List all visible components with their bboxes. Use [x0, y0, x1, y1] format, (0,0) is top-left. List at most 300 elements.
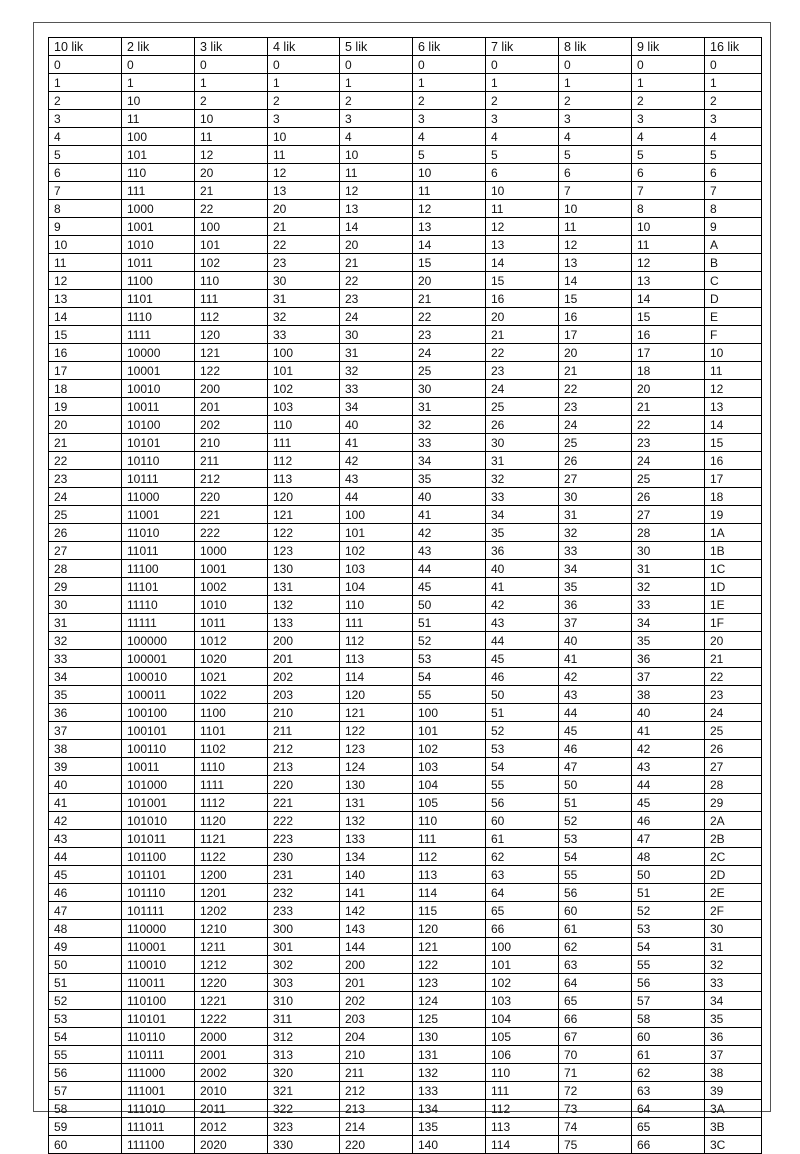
table-cell: 4: [705, 128, 762, 146]
table-cell: 131: [413, 1046, 486, 1064]
table-cell: 202: [195, 416, 268, 434]
table-cell: 13: [559, 254, 632, 272]
table-cell: 7: [49, 182, 122, 200]
table-cell: 63: [632, 1082, 705, 1100]
table-cell: 23: [705, 686, 762, 704]
table-cell: 22: [559, 380, 632, 398]
table-row: [49, 542, 762, 560]
table-cell: 121: [340, 704, 413, 722]
table-cell: 37: [559, 614, 632, 632]
table-cell: 40: [340, 416, 413, 434]
table-cell: 101: [340, 524, 413, 542]
table-cell: 1: [340, 74, 413, 92]
table-cell: 110011: [122, 974, 195, 992]
table-cell: 1122: [195, 848, 268, 866]
table-cell: 10: [49, 236, 122, 254]
table-cell: 103: [413, 758, 486, 776]
table-cell: 6: [559, 164, 632, 182]
table-cell: 103: [340, 560, 413, 578]
table-row: [49, 488, 762, 506]
table-row: [49, 596, 762, 614]
table-cell: 115: [413, 902, 486, 920]
table-cell: 58: [49, 1100, 122, 1118]
table-cell: 202: [340, 992, 413, 1010]
table-cell: 100100: [122, 704, 195, 722]
table-cell: 47: [49, 902, 122, 920]
table-cell: 130: [340, 776, 413, 794]
table-cell: 105: [413, 794, 486, 812]
table-cell: 1D: [705, 578, 762, 596]
table-cell: 100011: [122, 686, 195, 704]
table-cell: 43: [486, 614, 559, 632]
table-cell: 23: [268, 254, 340, 272]
table-cell: 111: [486, 1082, 559, 1100]
table-cell: 23: [413, 326, 486, 344]
table-cell: 16: [49, 344, 122, 362]
table-cell: 49: [49, 938, 122, 956]
table-cell: 12: [413, 200, 486, 218]
table-cell: 121: [195, 344, 268, 362]
table-cell: 64: [486, 884, 559, 902]
table-cell: 40: [49, 776, 122, 794]
table-cell: 2B: [705, 830, 762, 848]
table-cell: 2020: [195, 1136, 268, 1154]
table-cell: 1202: [195, 902, 268, 920]
table-cell: 14: [486, 254, 559, 272]
table-cell: 112: [268, 452, 340, 470]
column-header: 9 lik: [632, 38, 705, 56]
table-cell: 18: [632, 362, 705, 380]
table-cell: 12: [195, 146, 268, 164]
table-cell: 31: [413, 398, 486, 416]
table-cell: 36: [559, 596, 632, 614]
table-row: [49, 254, 762, 272]
table-cell: 63: [486, 866, 559, 884]
table-cell: 1000: [195, 542, 268, 560]
table-cell: 113: [486, 1118, 559, 1136]
table-cell: 141: [340, 884, 413, 902]
table-cell: 75: [559, 1136, 632, 1154]
table-cell: 330: [268, 1136, 340, 1154]
table-cell: 112: [340, 632, 413, 650]
table-cell: 59: [49, 1118, 122, 1136]
table-cell: 22: [705, 668, 762, 686]
table-row: [49, 434, 762, 452]
table-cell: 62: [559, 938, 632, 956]
column-header: 8 lik: [559, 38, 632, 56]
table-cell: 3B: [705, 1118, 762, 1136]
table-cell: 17: [49, 362, 122, 380]
table-cell: 47: [559, 758, 632, 776]
table-cell: 213: [268, 758, 340, 776]
table-cell: 61: [632, 1046, 705, 1064]
table-cell: 43: [49, 830, 122, 848]
table-cell: 67: [559, 1028, 632, 1046]
table-row: [49, 614, 762, 632]
table-cell: 34: [49, 668, 122, 686]
table-cell: 111011: [122, 1118, 195, 1136]
table-cell: 212: [340, 1082, 413, 1100]
table-cell: 110001: [122, 938, 195, 956]
table-cell: 42: [486, 596, 559, 614]
table-cell: 1211: [195, 938, 268, 956]
table-cell: 1012: [195, 632, 268, 650]
table-cell: 32: [632, 578, 705, 596]
table-cell: 4: [486, 128, 559, 146]
table-cell: 101: [268, 362, 340, 380]
table-cell: 30: [632, 542, 705, 560]
table-cell: 3: [486, 110, 559, 128]
table-cell: 11: [268, 146, 340, 164]
table-cell: 0: [413, 56, 486, 74]
table-cell: 41: [559, 650, 632, 668]
table-cell: 23: [559, 398, 632, 416]
table-cell: 1000: [122, 200, 195, 218]
table-cell: 44: [340, 488, 413, 506]
table-cell: 223: [268, 830, 340, 848]
table-cell: 57: [49, 1082, 122, 1100]
table-cell: 24: [486, 380, 559, 398]
table-cell: 114: [340, 668, 413, 686]
table-cell: 231: [268, 866, 340, 884]
table-cell: 23: [486, 362, 559, 380]
table-cell: 26: [486, 416, 559, 434]
table-cell: 44: [559, 704, 632, 722]
table-cell: 0: [705, 56, 762, 74]
table-cell: 122: [268, 524, 340, 542]
table-cell: 220: [195, 488, 268, 506]
table-cell: 22: [195, 200, 268, 218]
table-cell: 35: [413, 470, 486, 488]
table-cell: 11000: [122, 488, 195, 506]
table-cell: 26: [49, 524, 122, 542]
table-cell: 12: [340, 182, 413, 200]
table-cell: 56: [559, 884, 632, 902]
table-cell: 110110: [122, 1028, 195, 1046]
table-cell: 124: [413, 992, 486, 1010]
table-cell: 110: [413, 812, 486, 830]
table-cell: 100: [195, 218, 268, 236]
table-cell: 13: [340, 200, 413, 218]
table-cell: 20: [49, 416, 122, 434]
table-cell: 1: [268, 74, 340, 92]
table-cell: 1200: [195, 866, 268, 884]
table-cell: 12: [486, 218, 559, 236]
table-cell: 101: [195, 236, 268, 254]
table-cell: 202: [268, 668, 340, 686]
table-cell: 52: [413, 632, 486, 650]
table-cell: 64: [559, 974, 632, 992]
table-cell: 45: [559, 722, 632, 740]
table-cell: 3: [632, 110, 705, 128]
table-cell: 10011: [122, 758, 195, 776]
table-cell: 2: [413, 92, 486, 110]
table-cell: 30: [268, 272, 340, 290]
table-cell: 2012: [195, 1118, 268, 1136]
table-cell: 35: [49, 686, 122, 704]
table-cell: 58: [632, 1010, 705, 1028]
table-cell: 106: [486, 1046, 559, 1064]
table-cell: 1: [705, 74, 762, 92]
table-row: [49, 524, 762, 542]
table-cell: 10: [486, 182, 559, 200]
table-cell: 2: [632, 92, 705, 110]
table-cell: 56: [632, 974, 705, 992]
table-cell: 1110: [195, 758, 268, 776]
table-cell: 51: [486, 704, 559, 722]
table-cell: 56: [486, 794, 559, 812]
table-cell: 24: [705, 704, 762, 722]
table-cell: 29: [49, 578, 122, 596]
table-cell: 110101: [122, 1010, 195, 1028]
table-cell: 32: [340, 362, 413, 380]
table-cell: 41: [340, 434, 413, 452]
table-cell: 5: [705, 146, 762, 164]
table-cell: 32: [486, 470, 559, 488]
table-cell: 46: [49, 884, 122, 902]
table-cell: 15: [486, 272, 559, 290]
table-cell: 112: [486, 1100, 559, 1118]
table-cell: 11110: [122, 596, 195, 614]
table-cell: 15: [49, 326, 122, 344]
table-cell: 21: [195, 182, 268, 200]
table-cell: 100: [268, 344, 340, 362]
table-cell: 44: [486, 632, 559, 650]
table-cell: 4: [559, 128, 632, 146]
table-cell: 33: [268, 326, 340, 344]
table-cell: 21: [486, 326, 559, 344]
table-cell: 1E: [705, 596, 762, 614]
table-cell: 46: [486, 668, 559, 686]
table-cell: 142: [340, 902, 413, 920]
table-cell: 28: [49, 560, 122, 578]
table-row: [49, 326, 762, 344]
table-cell: 101: [413, 722, 486, 740]
table-cell: 132: [268, 596, 340, 614]
table-cell: 121: [268, 506, 340, 524]
table-cell: 29: [705, 794, 762, 812]
table-cell: 102: [268, 380, 340, 398]
table-cell: 55: [632, 956, 705, 974]
table-cell: 11111: [122, 614, 195, 632]
table-cell: 100010: [122, 668, 195, 686]
table-cell: 10000: [122, 344, 195, 362]
table-cell: 32: [413, 416, 486, 434]
table-cell: 11: [413, 182, 486, 200]
table-row: [49, 902, 762, 920]
table-cell: 103: [268, 398, 340, 416]
table-cell: 45: [49, 866, 122, 884]
table-cell: 25: [705, 722, 762, 740]
table-cell: 60: [486, 812, 559, 830]
table-cell: 33: [49, 650, 122, 668]
table-cell: 122: [340, 722, 413, 740]
table-cell: 30: [559, 488, 632, 506]
table-cell: 50: [486, 686, 559, 704]
table-cell: 41: [486, 578, 559, 596]
table-cell: 35: [559, 578, 632, 596]
table-cell: 36: [632, 650, 705, 668]
table-cell: 7: [559, 182, 632, 200]
table-cell: 0: [486, 56, 559, 74]
table-cell: 32: [268, 308, 340, 326]
table-cell: 21: [49, 434, 122, 452]
table-cell: 311: [268, 1010, 340, 1028]
table-cell: 14: [340, 218, 413, 236]
table-cell: 303: [268, 974, 340, 992]
table-cell: 51: [413, 614, 486, 632]
table-cell: 54: [486, 758, 559, 776]
table-row: [49, 146, 762, 164]
table-cell: 30: [340, 326, 413, 344]
table-cell: 140: [340, 866, 413, 884]
table-cell: 0: [268, 56, 340, 74]
table-cell: 3: [559, 110, 632, 128]
table-row: [49, 560, 762, 578]
table-cell: 52: [632, 902, 705, 920]
table-cell: 10: [413, 164, 486, 182]
table-row: [49, 848, 762, 866]
table-cell: 1111: [195, 776, 268, 794]
table-cell: 1C: [705, 560, 762, 578]
table-cell: 0: [559, 56, 632, 74]
table-cell: 134: [413, 1100, 486, 1118]
table-row: [49, 812, 762, 830]
table-cell: 1021: [195, 668, 268, 686]
table-row: [49, 1046, 762, 1064]
table-cell: 4: [632, 128, 705, 146]
table-cell: 4: [340, 128, 413, 146]
table-cell: 200: [268, 632, 340, 650]
table-cell: 19: [49, 398, 122, 416]
table-cell: 35: [486, 524, 559, 542]
table-cell: 100: [413, 704, 486, 722]
table-cell: 301: [268, 938, 340, 956]
table-cell: 21: [268, 218, 340, 236]
table-cell: 39: [705, 1082, 762, 1100]
table-cell: 27: [559, 470, 632, 488]
table-cell: 0: [340, 56, 413, 74]
table-cell: 37: [705, 1046, 762, 1064]
table-row: [49, 236, 762, 254]
table-cell: 6: [705, 164, 762, 182]
table-cell: 30: [705, 920, 762, 938]
table-cell: 1101: [122, 290, 195, 308]
table-cell: 130: [413, 1028, 486, 1046]
table-cell: 11: [559, 218, 632, 236]
table-cell: 11: [49, 254, 122, 272]
table-cell: 31: [705, 938, 762, 956]
table-row: [49, 74, 762, 92]
table-cell: 46: [632, 812, 705, 830]
table-cell: 10111: [122, 470, 195, 488]
table-cell: 5: [486, 146, 559, 164]
table-cell: 42: [340, 452, 413, 470]
table-cell: 56: [49, 1064, 122, 1082]
table-cell: 323: [268, 1118, 340, 1136]
table-cell: 15: [705, 434, 762, 452]
table-cell: 53: [559, 830, 632, 848]
table-cell: 23: [49, 470, 122, 488]
table-cell: 232: [268, 884, 340, 902]
table-cell: 100: [486, 938, 559, 956]
table-cell: 51: [559, 794, 632, 812]
table-cell: 7: [632, 182, 705, 200]
table-cell: 211: [195, 452, 268, 470]
table-cell: 6: [632, 164, 705, 182]
table-header: [49, 38, 762, 56]
table-cell: 53: [413, 650, 486, 668]
table-cell: 22: [413, 308, 486, 326]
table-cell: 24: [632, 452, 705, 470]
table-cell: 2011: [195, 1100, 268, 1118]
table-cell: 8: [632, 200, 705, 218]
table-cell: 17: [705, 470, 762, 488]
table-cell: 53: [49, 1010, 122, 1028]
table-cell: 55: [413, 686, 486, 704]
table-cell: 13: [413, 218, 486, 236]
table-cell: 201: [340, 974, 413, 992]
table-cell: 26: [632, 488, 705, 506]
table-row: [49, 380, 762, 398]
table-cell: 48: [632, 848, 705, 866]
table-cell: 32: [705, 956, 762, 974]
table-cell: D: [705, 290, 762, 308]
table-cell: 44: [632, 776, 705, 794]
table-cell: 42: [413, 524, 486, 542]
table-cell: 24: [49, 488, 122, 506]
table-row: [49, 452, 762, 470]
table-cell: 1: [195, 74, 268, 92]
table-cell: 41: [632, 722, 705, 740]
table-cell: 1120: [195, 812, 268, 830]
table-cell: 111100: [122, 1136, 195, 1154]
table-cell: 43: [340, 470, 413, 488]
table-cell: 2: [486, 92, 559, 110]
table-row: [49, 1136, 762, 1154]
table-cell: 25: [632, 470, 705, 488]
table-cell: 133: [413, 1082, 486, 1100]
table-cell: 63: [559, 956, 632, 974]
table-cell: 111010: [122, 1100, 195, 1118]
table-cell: 53: [486, 740, 559, 758]
column-header: 16 lik: [705, 38, 762, 56]
table-cell: 1002: [195, 578, 268, 596]
table-row: [49, 56, 762, 74]
table-cell: 20: [559, 344, 632, 362]
table-cell: 1210: [195, 920, 268, 938]
table-row: [49, 668, 762, 686]
table-cell: 20: [268, 200, 340, 218]
table-cell: 15: [413, 254, 486, 272]
table-cell: 11: [122, 110, 195, 128]
table-cell: 102: [340, 542, 413, 560]
table-cell: 14: [632, 290, 705, 308]
table-cell: 110: [340, 596, 413, 614]
table-cell: 54: [413, 668, 486, 686]
table-cell: 32: [49, 632, 122, 650]
table-row: [49, 200, 762, 218]
table-cell: 28: [632, 524, 705, 542]
table-cell: 22: [632, 416, 705, 434]
table-cell: 33: [705, 974, 762, 992]
table-cell: 144: [340, 938, 413, 956]
table-row: [49, 272, 762, 290]
table-cell: 10011: [122, 398, 195, 416]
table-cell: 50: [559, 776, 632, 794]
column-header: 6 lik: [413, 38, 486, 56]
table-cell: 43: [413, 542, 486, 560]
